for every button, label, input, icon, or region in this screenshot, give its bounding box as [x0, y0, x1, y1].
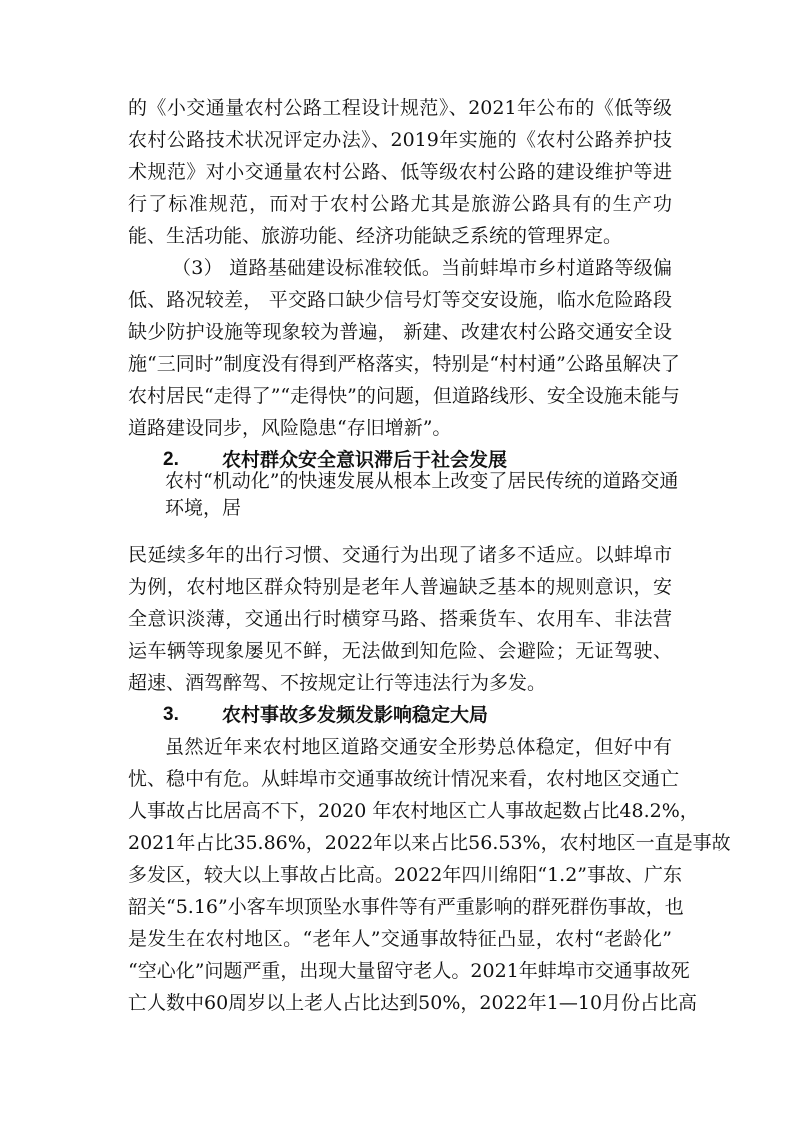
text-line: 术规范》对小交通量农村公路、低等级农村公路的建设维护等进 [128, 161, 672, 183]
text-line: 能、生活功能、旅游功能、经济功能缺乏系统的管理界定。 [128, 225, 623, 247]
text-line: 的《小交通量农村公路工程设计规范》、2021年公布的《低等级 [128, 97, 672, 119]
text-line: 人事故占比居高不下，2020 年农村地区亡人事故起数占比48.2%， [128, 800, 699, 822]
text-line: 多发区，较大以上事故占比高。2022年四川绵阳“1.2”事故、广东 [128, 864, 682, 886]
text-line: 环境，居 [165, 497, 242, 519]
text-line: 道路建设同步，风险隐患“存旧增新”。 [128, 417, 452, 439]
text-line: 农村公路技术状况评定办法》、2019年实施的《农村公路养护技 [128, 129, 672, 151]
text-line: （3） 道路基础建设标准较低。当前蚌埠市乡村道路等级偏 [172, 257, 672, 279]
text-line: 低、路况较差， 平交路口缺少信号灯等交安设施，临水危险路段 [128, 289, 672, 311]
text-line: 是发生在农村地区。“老年人”交通事故特征凸显，农村“老龄化” [128, 928, 672, 950]
text-line: “空心化”问题严重，出现大量留守老人。2021年蚌埠市交通事故死 [128, 960, 690, 982]
section-number: 3. [163, 704, 179, 725]
text-line: 虽然近年来农村地区道路交通安全形势总体稳定，但好中有 [165, 736, 672, 758]
section-title: 农村事故多发频发影响稳定大局 [222, 704, 489, 726]
text-line: 运车辆等现象屡见不鲜，无法做到知危险、会避险；无证驾驶、 [128, 640, 672, 662]
text-line: 为例，农村地区群众特别是老年人普遍缺乏基本的规则意识，安 [128, 576, 672, 598]
text-line: 民延续多年的出行习惯、交通行为出现了诸多不适应。以蚌埠市 [128, 544, 672, 566]
section-number: 2. [163, 449, 179, 470]
text-line: 行了标准规范，而对于农村公路尤其是旅游公路具有的生产功 [128, 193, 672, 215]
text-line: 超速、酒驾醉驾、不按规定让行等违法行为多发。 [128, 672, 547, 694]
text-line: 韶关“5.16”小客车坝顶坠水事件等有严重影响的群死群伤事故，也 [128, 896, 684, 918]
text-line: 全意识淡薄，交通出行时横穿马路、搭乘货车、农用车、非法营 [128, 608, 672, 630]
text-line: 忧、稳中有危。从蚌埠市交通事故统计情况来看，农村地区交通亡 [128, 768, 680, 790]
text-line: 施“三同时”制度没有得到严格落实，特别是“村村通”公路虽解决了 [128, 353, 680, 375]
section-title: 农村群众安全意识滞后于社会发展 [222, 449, 508, 471]
text-line: 农村居民“走得了”“走得快”的问题，但道路线形、安全设施未能与 [128, 385, 680, 407]
text-line: 缺少防护设施等现象较为普遍， 新建、改建农村公路交通安全设 [128, 321, 672, 343]
text-line: 农村“机动化”的快速发展从根本上改变了居民传统的道路交通 [165, 470, 679, 492]
text-line: 2021年占比35.86%，2022年以来占比56.53%，农村地区一直是事故 [128, 832, 731, 854]
text-line: 亡人数中60周岁以上老人占比达到50%，2022年1—10月份占比高 [128, 992, 698, 1014]
